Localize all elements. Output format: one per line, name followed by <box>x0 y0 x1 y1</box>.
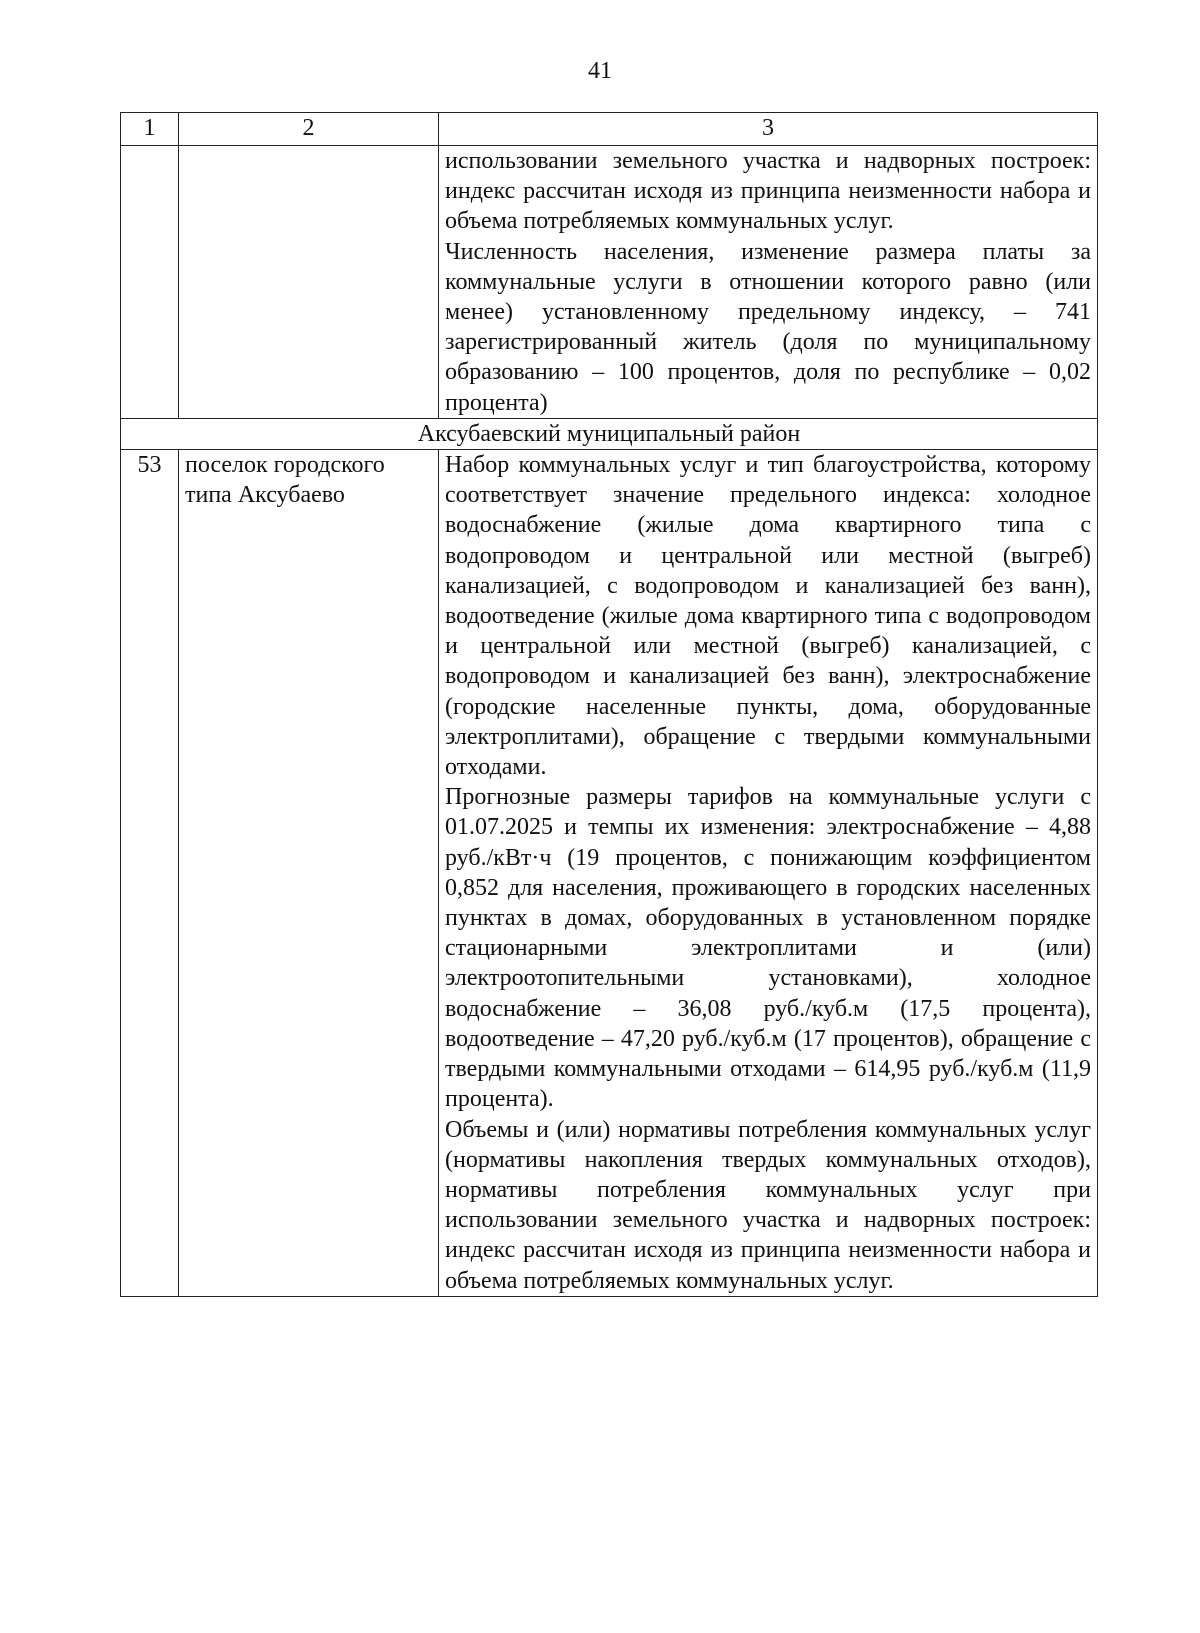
description-paragraph: Прогнозные размеры тарифов на коммунальные услуги с 01.07.2025 и темпы их изменения: электроснабжение – 4,88 руб./кВт·ч (19 процентов, с понижающим коэффициентом 0,852 для населения, проживающего в городских населенных пунктах в домах, оборудованных в установленном порядке стационарными электроплитами и (или) электроотопительными установками), холодное водоснабжение – 36,08 руб./куб.м (17,5 процента), водоотведение – 47,20 руб./куб.м (17 процентов), обращение с твердыми коммунальными отходами – 614,95 руб./куб.м (11,9 процента). <box>445 784 1091 1113</box>
row-number-cell <box>121 146 179 419</box>
table-row-continuation <box>121 146 1098 419</box>
column-header-3: 3 <box>439 113 1098 146</box>
description-cell <box>439 450 1098 1297</box>
description-paragraph: Объемы и (или) нормативы потребления коммунальных услуг (нормативы накопления твердых коммунальных отходов), нормативы потребления коммунальных услуг при использовании земельного участка и надворных построек: индекс рассчитан исходя из принципа неизменности набора и объема потребляемых коммунальных услуг. <box>445 1116 1091 1294</box>
table-header-row <box>121 113 1098 146</box>
section-row <box>121 418 1098 449</box>
description-cell <box>439 146 1098 419</box>
tariff-table <box>120 112 1098 1297</box>
description-paragraph: Набор коммунальных услуг и тип благоустройства, которому соответствует значение предельного индекса: холодное водоснабжение (жилые дома квартирного типа с водопроводом и центральной или местной (выгреб) канализацией, с водопроводом и канализацией без ванн), водоотведение (жилые дома квартирного типа с водопроводом и центральной или местной (выгреб) канализацией, с водопроводом и канализацией без ванн), электроснабжение (городские населенные пункты, дома, оборудованные электроплитами), обращение с твердыми коммунальными отходами. <box>445 452 1091 781</box>
page-number: 41 <box>588 58 612 84</box>
section-title: Аксубаевский муниципальный район <box>121 418 1098 449</box>
settlement-name-cell <box>179 146 439 419</box>
table-row <box>121 450 1098 1297</box>
settlement-name-cell: поселок городского типа Аксубаево <box>179 450 439 1297</box>
column-header-1: 1 <box>121 113 179 146</box>
description-paragraph: Численность населения, изменение размера платы за коммунальные услуги в отношении которого равно (или менее) установленному предельному индексу, – 741 зарегистрированный житель (доля по муниципальному образованию – 100 процентов, доля по республике – 0,02 процента) <box>445 238 1091 416</box>
row-number-cell: 53 <box>121 450 179 1297</box>
description-paragraph: использовании земельного участка и надворных построек: индекс рассчитан исходя из принципа неизменности набора и объема потребляемых коммунальных услуг. <box>445 148 1091 235</box>
column-header-2: 2 <box>179 113 439 146</box>
